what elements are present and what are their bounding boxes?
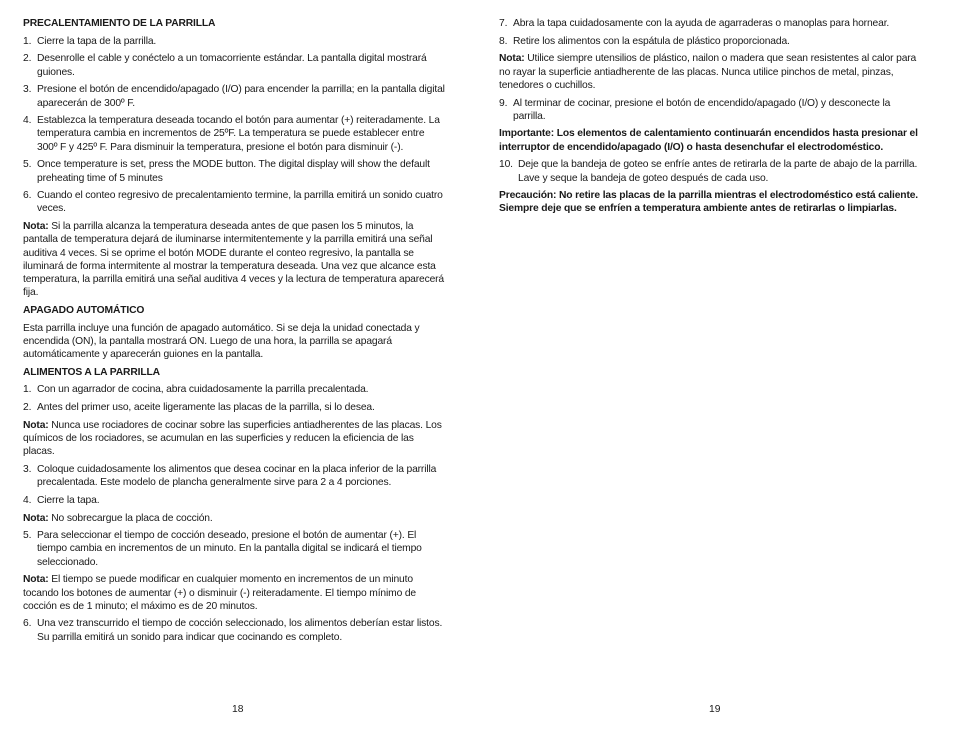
- list-item-number: 4.: [23, 494, 32, 506]
- finish-steps-a: [499, 17, 923, 48]
- utensils-note: Nota: Utilice siempre utensilios de plástico, nailon o madera que sean resistentes al calor para no rayar la superficie antiadherente de las placas. Nunca utilice pinchos de metal, pinzas, tenedores o cuchillos.: [499, 53, 917, 91]
- grilling-steps-a: [23, 383, 446, 414]
- list-item-number: 8.: [499, 35, 508, 47]
- list-item-number: 2.: [23, 53, 32, 65]
- list-item: [499, 35, 923, 48]
- list-item: [23, 114, 446, 154]
- section-heading-auto-off: APAGADO AUTOMÁTICO: [23, 304, 145, 316]
- list-item-number: 2.: [23, 402, 32, 414]
- grilling-steps-d: [23, 617, 446, 643]
- time-note: Nota: El tiempo se puede modificar en cualquier momento en incrementos de un minuto tocando los botones de aumentar (+) o disminuir (-) reiteradamente. El tiempo mínimo de cocción es de 1 minuto; el máximo es de 20 minutos.: [23, 574, 417, 612]
- left-page: [23, 17, 446, 648]
- list-item: [499, 158, 923, 184]
- list-item-text: Una vez transcurrido el tiempo de cocción seleccionado, los alimentos deberían estar listos. Su parrilla emitirá un sonido para indicar que cocinando es completo.: [37, 618, 443, 643]
- list-item: [23, 617, 446, 643]
- list-item-number: 1.: [23, 35, 32, 47]
- list-item-number: 5.: [23, 530, 32, 542]
- list-item-text: Presione el botón de encendido/apagado (I/O) para encender la parrilla; en la pantalla digital aparecerán de 300º F.: [37, 84, 445, 109]
- list-item: [23, 401, 446, 414]
- list-item-text: Cierre la tapa de la parrilla.: [37, 35, 157, 47]
- list-item: [23, 83, 446, 109]
- list-item-text: Retire los alimentos con la espátula de plástico proporcionada.: [513, 35, 790, 47]
- section-heading-preheating: PRECALENTAMIENTO DE LA PARRILLA: [23, 18, 216, 29]
- list-item: [499, 97, 923, 123]
- finish-steps-b: [499, 97, 923, 123]
- right-page: [499, 17, 923, 220]
- list-item-text: Cuando el conteo regresivo de precalentamiento termine, la parrilla emitirá un sonido cuatro veces.: [37, 190, 443, 215]
- list-item-number: 9.: [499, 97, 508, 109]
- list-item-number: 10.: [499, 159, 513, 171]
- important-warning: Importante: Los elementos de calentamiento continuarán encendidos hasta presionar el interruptor de encendido/apagado (I/O) o hasta desenchufar el electrodoméstico.: [499, 128, 918, 153]
- caution-warning: Precaución: No retire las placas de la parrilla mientras el electrodoméstico está caliente. Siempre deje que se enfríen a temperatura ambiente antes de retirarlas o limpiarlas.: [499, 190, 919, 215]
- page-number-left: 18: [232, 704, 244, 715]
- list-item-number: 6.: [23, 618, 32, 630]
- list-item-number: 6.: [23, 190, 32, 202]
- list-item-number: 3.: [23, 84, 32, 96]
- list-item: [23, 494, 446, 507]
- list-item-text: Al terminar de cocinar, presione el botón de encendido/apagado (I/O) y desconecte la parrilla.: [513, 97, 891, 122]
- list-item: [23, 35, 446, 48]
- list-item-text: Once temperature is set, press the MODE button. The digital display will show the default preheating time of 5 minutes: [37, 159, 430, 184]
- list-item: [499, 17, 923, 30]
- grilling-steps-c: [23, 529, 446, 569]
- list-item: [23, 158, 446, 184]
- auto-off-paragraph: Esta parrilla incluye una función de apagado automático. Si se deja la unidad conectada y encendida (ON), la pantalla mostrará ON. Luego de una hora, la parrilla se apagará automáticamente y aparecerán guiones en la pantalla.: [23, 322, 420, 360]
- list-item-number: 5.: [23, 159, 32, 171]
- section-heading-grilling: ALIMENTOS A LA PARRILLA: [23, 366, 160, 378]
- list-item-text: Con un agarrador de cocina, abra cuidadosamente la parrilla precalentada.: [37, 384, 369, 396]
- list-item-text: Desenrolle el cable y conéctelo a un tomacorriente estándar. La pantalla digital mostrará guiones.: [37, 53, 427, 78]
- list-item-text: Para seleccionar el tiempo de cocción deseado, presione el botón de aumentar (+). El tiempo cambia en incrementos de un minuto. En la pantalla digital se indicará el tiempo seleccionado.: [37, 530, 422, 568]
- list-item: [23, 52, 446, 78]
- list-item-text: Coloque cuidadosamente los alimentos que desea cocinar en la placa inferior de la parrilla precalentada. Este modelo de plancha generalmente sirve para 2 a 4 porciones.: [37, 463, 437, 489]
- list-item: [23, 383, 446, 396]
- list-item-text: Deje que la bandeja de goteo se enfríe antes de retirarla de la parte de abajo de la parrilla. Lave y seque la bandeja de goteo después de cada uso.: [518, 159, 918, 184]
- list-item-number: 3.: [23, 463, 32, 475]
- preheating-note: Nota: Si la parrilla alcanza la temperatura deseada antes de que pasen los 5 minutos, la pantalla de temperatura dejará de iluminarse intermitentemente y la parrilla emitirá una señal auditiva 4 veces. Si se oprime el botón MODE durante el conteo regresivo, la pantalla se iluminará de forma intermitente al mostrar la temperatura deseada. Una vez que alcance esta temperatura, la parrilla emitirá una señal auditiva 4 veces y la lectura de temperatura aparecerá fija.: [23, 221, 445, 299]
- page-number-right: 19: [709, 704, 721, 715]
- finish-steps-c: [499, 158, 923, 184]
- list-item-text: Cierre la tapa.: [37, 494, 100, 506]
- list-item-number: 1.: [23, 384, 32, 396]
- spray-note: Nota: Nunca use rociadores de cocinar sobre las superficies antiadherentes de las placas. Los químicos de los rociadores, se acumulan en las superficies y reducen la eficiencia de las placas.: [23, 419, 442, 458]
- list-item: [23, 529, 446, 569]
- list-item-number: 7.: [499, 18, 508, 29]
- overload-note: Nota: No sobrecargue la placa de cocción.: [23, 512, 213, 524]
- grilling-steps-b: [23, 463, 446, 507]
- list-item: [23, 189, 446, 215]
- list-item-text: Establezca la temperatura deseada tocando el botón para aumentar (+) reiteradamente. La temperatura cambia en incrementos de 25ºF. La temperatura se puede establecer entre 300º F y 425º F. Para disminuir la temperatura, presione el botón para disminuir (-).: [37, 115, 440, 153]
- list-item-number: 4.: [23, 115, 32, 127]
- list-item: [23, 463, 446, 489]
- list-item-text: Abra la tapa cuidadosamente con la ayuda de agarraderas o manoplas para hornear.: [513, 18, 890, 29]
- list-item-text: Antes del primer uso, aceite ligeramente las placas de la parrilla, si lo desea.: [37, 402, 375, 414]
- preheating-steps: [23, 35, 446, 216]
